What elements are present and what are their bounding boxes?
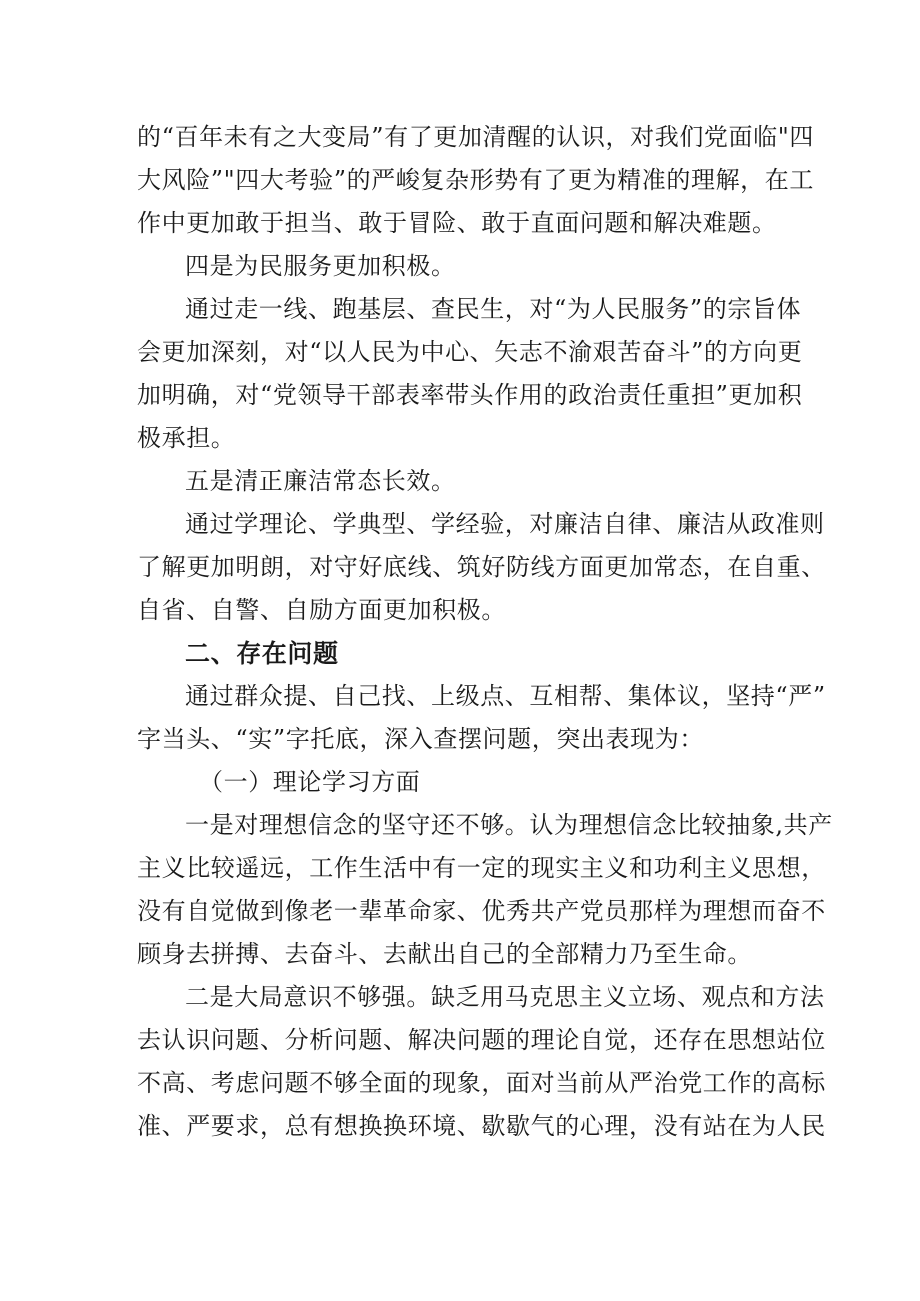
paragraph-line: 的“百年未有之大变局”有了更加清醒的认识，对我们党面临"四 (137, 123, 814, 151)
section-title-line: 五是清正廉洁常态长效。 (185, 467, 456, 495)
paragraph-line: 了解更加明朗，对守好底线、筑好防线方面更加常态，在自重、 (137, 553, 826, 581)
paragraph-line: 没有自觉做到像老一辈革命家、优秀共产党员那样为理想而奋不 (137, 897, 826, 925)
paragraph-line: 准、严要求，总有想换换环境、歇歇气的心理，没有站在为人民 (137, 1112, 826, 1140)
paragraph-line: 通过群众提、自己找、上级点、互相帮、集体议，坚持“严” (185, 682, 826, 710)
paragraph-line: 主义比较遥远，工作生活中有一定的现实主义和功利主义思想， (137, 854, 826, 882)
section-title-line: 四是为民服务更加积极。 (185, 252, 456, 280)
paragraph-line: 极承担。 (137, 424, 236, 452)
paragraph-line: 一是对理想信念的坚守还不够。认为理想信念比较抽象,共产 (185, 811, 833, 839)
section-heading: 二、存在问题 (185, 639, 339, 668)
paragraph-line: 自省、自警、自励方面更加积极。 (137, 596, 506, 624)
paragraph-line: 去认识问题、分析问题、解决问题的理论自觉，还存在思想站位 (137, 1026, 826, 1054)
paragraph-line: 大风险”"四大考验”的严峻复杂形势有了更为精准的理解，在工 (137, 166, 814, 194)
paragraph-line: 二是大局意识不够强。缺乏用马克思主义立场、观点和方法 (185, 983, 825, 1011)
paragraph-line: 通过走一线、跑基层、查民生，对“为人民服务”的宗旨体 (185, 295, 802, 323)
paragraph-line: 会更加深刻，对“以人民为中心、矢志不渝艰苦奋斗”的方向更 (137, 338, 803, 366)
paragraph-line: 加明确，对“党领导干部表率带头作用的政治责任重担”更加积 (137, 381, 803, 409)
paragraph-line: 不高、考虑问题不够全面的现象，面对当前从严治党工作的高标 (137, 1069, 826, 1097)
paragraph-line: 顾身去拼搏、去奋斗、去献出自己的全部精力乃至生命。 (137, 940, 752, 968)
paragraph-line: 作中更加敢于担当、敢于冒险、敢于直面问题和解决难题。 (137, 209, 777, 237)
paragraph-line: 字当头、“实”字托底，深入查摆问题，突出表现为： (137, 725, 704, 753)
paragraph-line: 通过学理论、学典型、学经验，对廉洁自律、廉洁从政准则 (185, 510, 825, 538)
sub-heading: （一）理论学习方面 (199, 768, 421, 796)
